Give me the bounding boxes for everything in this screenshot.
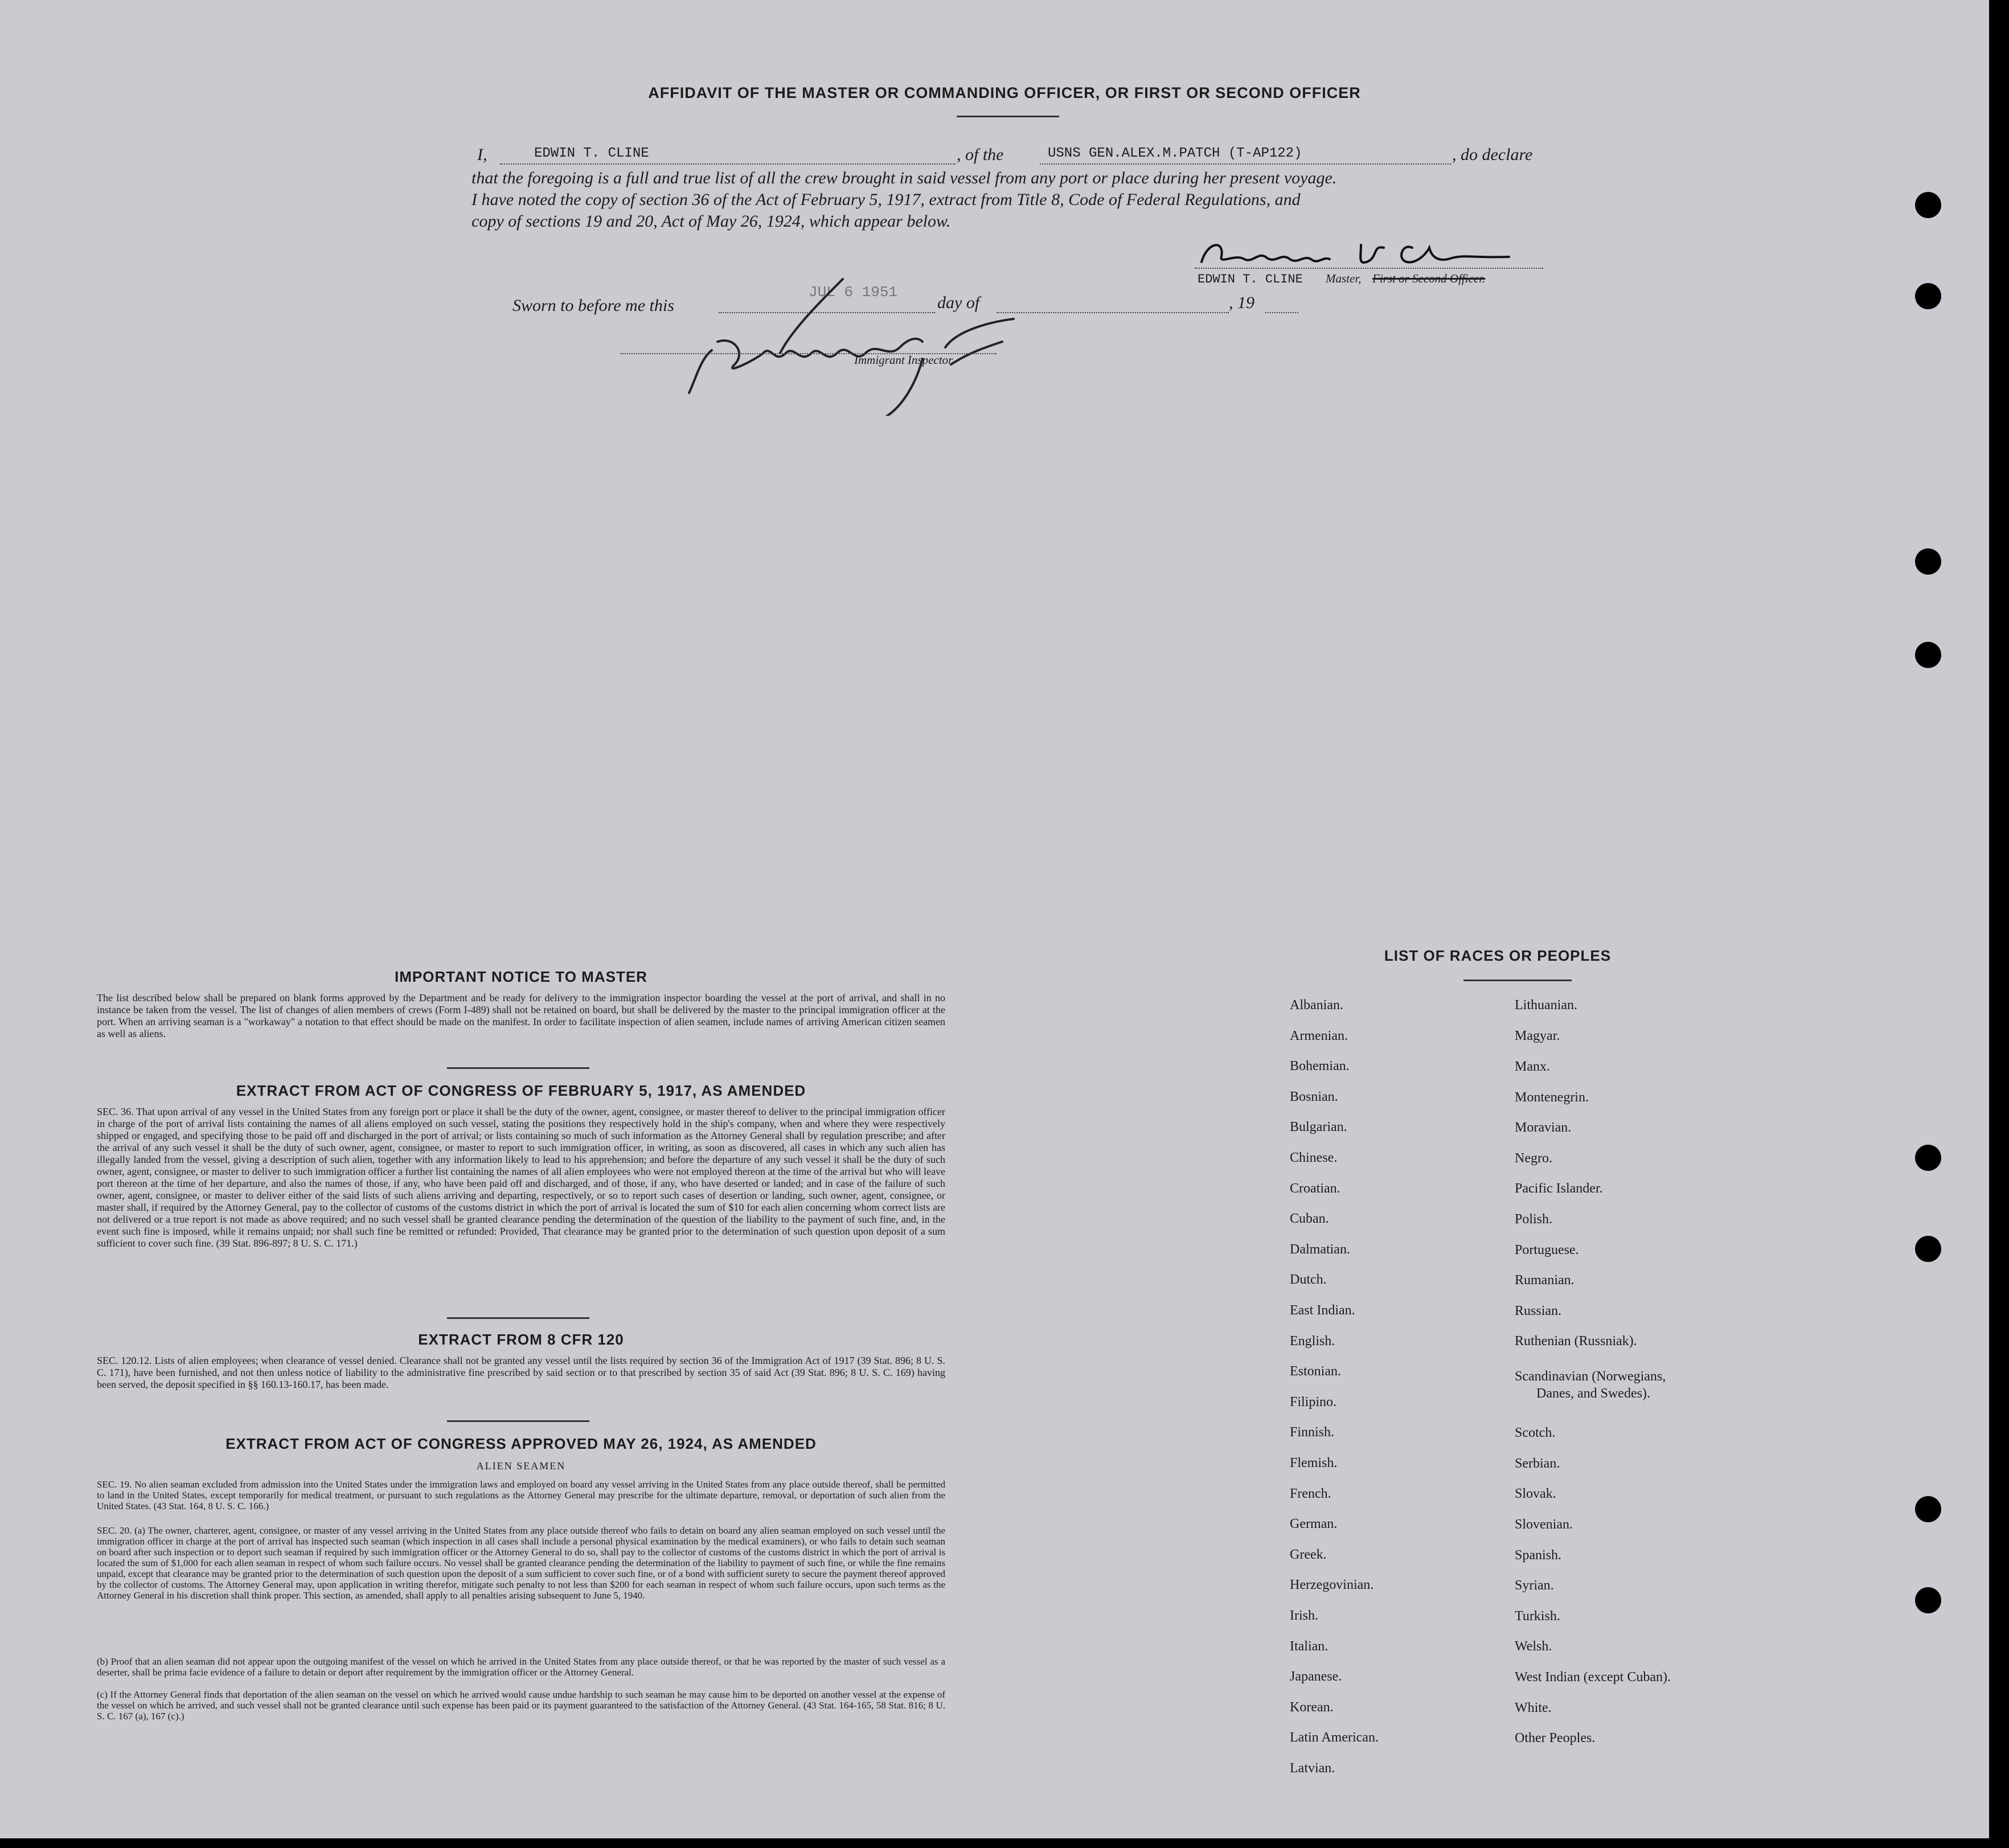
extract-1924-sec20b: (b) Proof that an alien seaman did not appear upon the outgoing manifest of the vessel on which he arrived in the United States from any place outside thereof, or that he was reported by the master of such vessel as a deserter, shall be prima facie evidence of a failure to detain or deport after requirement by the immigration officer or the Attorney General. bbox=[97, 1656, 945, 1678]
vessel-line bbox=[1040, 163, 1451, 165]
race-item: Moravian. bbox=[1515, 1120, 1572, 1135]
race-item: Negro. bbox=[1515, 1151, 1552, 1166]
race-item: Serbian. bbox=[1515, 1456, 1560, 1471]
race-item: Herzegovinian. bbox=[1290, 1577, 1374, 1593]
master-signature bbox=[1190, 231, 1532, 276]
race-item: Slovak. bbox=[1515, 1486, 1556, 1501]
vessel-name: USNS GEN.ALEX.M.PATCH (T-AP122) bbox=[1048, 146, 1302, 161]
race-item: Bohemian. bbox=[1290, 1059, 1350, 1074]
race-item: English. bbox=[1290, 1333, 1335, 1349]
race-item: Filipino. bbox=[1290, 1394, 1337, 1409]
day-of-text: day of bbox=[937, 293, 980, 312]
race-item: Welsh. bbox=[1515, 1639, 1552, 1654]
signature-line bbox=[1195, 268, 1543, 269]
affidavit-title: AFFIDAVIT OF THE MASTER OR COMMANDING OFFICER, OR FIRST OR SECOND OFFICER bbox=[648, 84, 1361, 101]
race-item: Ruthenian (Russniak). bbox=[1515, 1334, 1637, 1349]
race-item: Rumanian. bbox=[1515, 1273, 1575, 1288]
race-item: Bulgarian. bbox=[1290, 1120, 1347, 1135]
races-title: LIST OF RACES OR PEOPLES bbox=[1384, 947, 1612, 964]
extract-1917-rule bbox=[447, 1317, 589, 1319]
race-item: Danes, and Swedes). bbox=[1536, 1386, 1650, 1401]
race-item: Estonian. bbox=[1290, 1364, 1341, 1379]
race-item: Slovenian. bbox=[1515, 1517, 1573, 1532]
punch-hole bbox=[1915, 283, 1941, 309]
race-item: Albanian. bbox=[1290, 998, 1343, 1013]
punch-hole bbox=[1915, 1587, 1941, 1613]
punch-hole bbox=[1915, 1496, 1941, 1522]
race-item: Russian. bbox=[1515, 1304, 1562, 1318]
race-item: Scotch. bbox=[1515, 1425, 1556, 1440]
punch-hole bbox=[1915, 1145, 1941, 1171]
race-item: Other Peoples. bbox=[1515, 1731, 1596, 1745]
extract-1924-sec19: SEC. 19. No alien seaman excluded from admission into the United States under the immigration laws and employed on board any vessel arriving in the United States from any place outside thereof, shall be permitted to land in the United States, except temporarily for medical treatment, or pursuant to such regulations as the Attorney General may prescribe for the ultimate departure, removal, or deportation of such alien from the United States. (43 Stat. 164, 8 U. S. C. 166.) bbox=[97, 1479, 945, 1511]
race-item: Bosnian. bbox=[1290, 1089, 1338, 1104]
race-item: Latin American. bbox=[1290, 1730, 1379, 1745]
race-item: Dalmatian. bbox=[1290, 1241, 1350, 1257]
race-item: Korean. bbox=[1290, 1699, 1334, 1715]
race-item: Flemish. bbox=[1290, 1456, 1338, 1470]
inspector-title: Immigrant Inspector. bbox=[854, 353, 955, 367]
race-item: Lithuanian. bbox=[1515, 998, 1577, 1013]
signer-role: Master, bbox=[1326, 272, 1362, 285]
name-line bbox=[500, 163, 956, 165]
date-stamp: JUL 6 1951 bbox=[809, 284, 898, 301]
race-item: Cuban. bbox=[1290, 1211, 1329, 1227]
of-the-text: , of the bbox=[957, 145, 1004, 164]
title-rule bbox=[957, 116, 1059, 117]
punch-hole bbox=[1915, 642, 1941, 668]
extract-1924-sec20c: (c) If the Attorney General finds that deportation of the alien seaman on the vessel on which he arrived would cause undue hardship to such seaman he may cause him to be deported on another vessel at the expense of the vessel on which he arrived, and such vessel shall not be granted clearance until such expense has been paid or its payment guaranteed to the satisfaction of the Attorney General. (43 Stat. 164-165, 58 Stat. 816; 8 U. S. C. 167 (a), 167 (c).) bbox=[97, 1689, 945, 1722]
extract-8cfr-rule bbox=[447, 1420, 589, 1422]
race-item: French. bbox=[1290, 1486, 1331, 1501]
declaration-line-2: that the foregoing is a full and true list of all the crew brought in said vessel from any port or place during her present voyage. bbox=[472, 169, 1337, 187]
race-item: Magyar. bbox=[1515, 1029, 1560, 1043]
punch-hole bbox=[1915, 548, 1941, 575]
race-item: White. bbox=[1515, 1701, 1552, 1715]
race-item: Spanish. bbox=[1515, 1548, 1562, 1563]
race-item: Manx. bbox=[1515, 1059, 1550, 1074]
race-item: Finnish. bbox=[1290, 1425, 1335, 1440]
race-item: Syrian. bbox=[1515, 1578, 1554, 1593]
do-declare-text: , do declare bbox=[1452, 145, 1533, 164]
extract-8cfr-body: SEC. 120.12. Lists of alien employees; when clearance of vessel denied. Clearance shall not be granted any vessel until the lists required by section 36 of the Immigration Act of 1917 (39 Stat. 896; 8 U. S. C. 171), have been furnished, and not then unless notice of liability to the administrative fine prescribed by said section or to that prescribed by section 35 of said Act (39 Stat. 896; 8 U. S. C. 169) having been served, the deposit specified in §§ 160.13-160.17, has been made. bbox=[97, 1355, 945, 1390]
race-item: Croatian. bbox=[1290, 1181, 1340, 1196]
races-rule bbox=[1463, 980, 1572, 981]
race-item: Dutch. bbox=[1290, 1272, 1327, 1288]
signer-role-struck: First or Second Officer. bbox=[1372, 272, 1486, 285]
race-item: Scandinavian (Norwegians, bbox=[1515, 1369, 1666, 1384]
race-item: Turkish. bbox=[1515, 1609, 1560, 1624]
signer-typed-name: EDWIN T. CLINE bbox=[1198, 272, 1303, 286]
master-name: EDWIN T. CLINE bbox=[534, 146, 649, 161]
extract-1917-body: SEC. 36. That upon arrival of any vessel in the United States from any foreign port or place it shall be the duty of the owner, agent, consignee, or master thereof to deliver to the principal immigration officer in charge of the port of arrival lists containing the names of all aliens employed on such vessel, stating the positions they respectively hold in the ship's company, when and where they were respectively shipped or engaged, and specifying those to be paid off and discharged in the port of arrival; or lists containing so much of such information as the Attorney General shall by regulation prescribe; and after the arrival of any such vessel it shall be the duty of such owner, agent, consignee, or master to report to such immigration officer, in writing, as soon as discovered, all cases in which any such alien has illegally landed from the vessel, giving a description of such alien, together with any information likely to lead to his apprehension; and before the departure of any such vessel it shall be the duty of such owner, agent, consignee, or master to deliver to such immigration officer a further list containing the names of all alien employees who were not employed thereon at the time of the arrival but who will leave port thereon at the time of her departure, and also the names of those, if any, who have been paid off and discharged, and of those, if any, who have deserted or landed; and in case of the failure of such owner, agent, consignee, or master to deliver either of the said lists of such aliens arriving and departing, respectively, or so to report such cases of desertion or landing, such owner, agent, consignee, or master shall, if required by the Attorney General, pay to the collector of customs of the customs district in which the port of arrival is located the sum of $10 for each alien concerning whom correct lists are not delivered or a true report is not made as above required; and no such vessel shall be granted clearance pending the determination of the question of the liability to the payment of such fine, and, in the event such fine is imposed, while it remains unpaid; nor shall such fine be remitted or refunded: Provided, That clearance may be granted prior to the determination of such question upon deposit of a sum sufficient to cover such fine. (39 Stat. 896-897; 8 U. S. C. 171.) bbox=[97, 1106, 945, 1249]
race-item: Polish. bbox=[1515, 1212, 1553, 1227]
race-item: Portuguese. bbox=[1515, 1243, 1579, 1257]
race-item: Greek. bbox=[1290, 1547, 1327, 1562]
punch-hole bbox=[1915, 192, 1941, 218]
extract-1924-sec20a: SEC. 20. (a) The owner, charterer, agent, consignee, or master of any vessel arriving in the United States from any place outside thereof who fails to detain on board any alien seaman employed on such vessel until the immigration officer in charge at the port of arrival has inspected such seaman (which inspection in all cases shall include a personal physical examination by the medical examiners), or who fails to detain such seaman on board after such inspection or to deport such seaman if required by such immigration officer or the Attorney General to do so, shall pay to the collector of customs of the customs district in which the port of arrival is located the sum of $1,000 for each alien seaman in respect of whom such failure occurs. No vessel shall be granted clearance pending the determination of the liability to payment of such fine, or while the fine remains unpaid, except that clearance may be granted prior to the determination of such question upon the deposit of a sum sufficient to cover such fine, or of a bond with sufficient surety to secure the payment thereof approved by the collector of customs. The Attorney General may, upon application in writing therefor, mitigate such penalty to not less than $200 for each seaman in respect of whom such failure occurs, upon such terms as the Attorney General in his discretion shall think proper. This section, as amended, shall apply to all penalties arising subsequent to June 5, 1940. bbox=[97, 1525, 945, 1601]
pre-i: I, bbox=[477, 145, 487, 164]
race-item: Pacific Islander. bbox=[1515, 1181, 1603, 1196]
inspector-signature bbox=[649, 268, 1036, 416]
race-item: Chinese. bbox=[1290, 1150, 1338, 1165]
notice-body: The list described below shall be prepared on blank forms approved by the Department and be ready for delivery to the immigration inspector boarding the vessel at the port of arrival, and shall in no instance be taken from the vessel. The list of changes of alien members of crews (Form I-489) shall not be retained on board, but shall be delivered by the master to the principal immigration officer at the port. When an arriving seaman is a "workaway" a notation to that effect should be made on the manifest. In order to facilitate inspection of alien seamen, include names of arriving American citizen seamen as well as aliens. bbox=[97, 992, 945, 1039]
race-item: Armenian. bbox=[1290, 1028, 1348, 1043]
race-item: Japanese. bbox=[1290, 1669, 1342, 1685]
race-item: Irish. bbox=[1290, 1608, 1318, 1623]
declaration-line-3: I have noted the copy of section 36 of the Act of February 5, 1917, extract from Title 8, Code of Federal Regulations, and bbox=[472, 190, 1301, 209]
declaration-line-4: copy of sections 19 and 20, Act of May 26, 1924, which appear below. bbox=[472, 212, 951, 231]
race-item: East Indian. bbox=[1290, 1303, 1355, 1318]
punch-hole bbox=[1915, 1236, 1941, 1262]
extract-1924-subtitle: ALIEN SEAMEN bbox=[476, 1460, 566, 1472]
race-item: West Indian (except Cuban). bbox=[1515, 1670, 1671, 1685]
year-line bbox=[1265, 312, 1298, 313]
race-item: Montenegrin. bbox=[1515, 1090, 1589, 1105]
extract-8cfr-title: EXTRACT FROM 8 CFR 120 bbox=[418, 1331, 624, 1348]
year-prefix: , 19 bbox=[1229, 293, 1254, 312]
notice-title: IMPORTANT NOTICE TO MASTER bbox=[395, 968, 647, 985]
sworn-text: Sworn to before me this bbox=[512, 296, 674, 315]
extract-1924-title: EXTRACT FROM ACT OF CONGRESS APPROVED MAY 26, 1924, AS AMENDED bbox=[226, 1435, 817, 1452]
race-item: Latvian. bbox=[1290, 1761, 1335, 1776]
race-item: Italian. bbox=[1290, 1638, 1329, 1654]
notice-rule bbox=[447, 1067, 589, 1069]
race-item: German. bbox=[1290, 1517, 1338, 1532]
extract-1917-title: EXTRACT FROM ACT OF CONGRESS OF FEBRUARY 5, 1917, AS AMENDED bbox=[236, 1082, 806, 1099]
